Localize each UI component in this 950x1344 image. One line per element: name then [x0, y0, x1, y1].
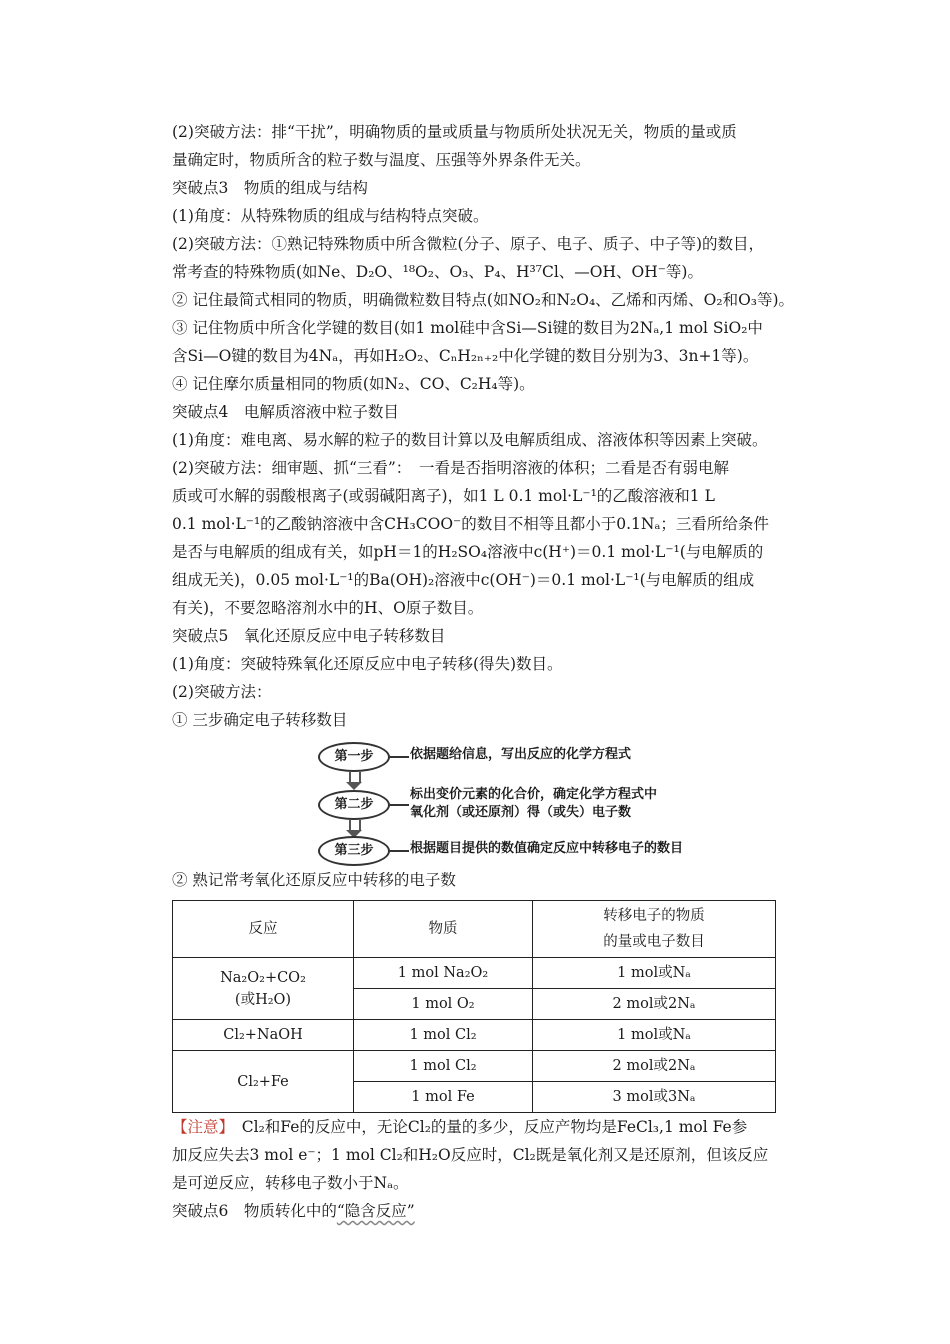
table-cell-substance: 1 mol Na₂O₂: [354, 958, 533, 989]
section3-point: ③ 记住物质中所含化学键的数目(如1 mol硅中含Si—Si键的数目为2Nₐ,1 mol SiO₂中: [172, 319, 763, 337]
section5-sub2: ② 熟记常考氧化还原反应中转移的电子数: [172, 871, 456, 889]
table-cell-transfer: 1 mol或Nₐ: [533, 1020, 776, 1051]
section3-method: 常考查的特殊物质(如Ne、D₂O、¹⁸O₂、O₃、P₄、H³⁷Cl、—OH、OH⁻等)。: [172, 263, 703, 281]
flow-step2-oval: 第二步: [318, 790, 390, 820]
table-cell-reaction: [173, 958, 354, 1020]
down-arrow-icon: [346, 782, 362, 790]
section4-method: 质或可水解的弱酸根离子(或弱碱阳离子)，如1 L 0.1 mol·L⁻¹的乙酸溶液和1 L: [172, 487, 715, 505]
section3-point: 含Si—O键的数目为4Nₐ，再如H₂O₂、CₙH₂ₙ₊₂中化学键的数目分别为3、3n+1等)。: [172, 347, 759, 365]
table-cell-reaction: Cl₂+NaOH: [173, 1020, 354, 1051]
section3-method: (2)突破方法：①熟记特殊物质中所含微粒(分子、原子、电子、质子、中子等)的数目，: [172, 235, 765, 253]
table-header-cell: 物质: [354, 901, 533, 958]
section6-title: [172, 1197, 812, 1225]
flow-step1-oval: 第一步: [318, 742, 390, 772]
section3-title: 突破点3 物质的组成与结构: [172, 179, 368, 197]
table-cell-substance: 1 mol Fe: [354, 1082, 533, 1113]
table-header-line: 转移电子的物质: [603, 908, 705, 924]
table-row: [173, 1020, 776, 1051]
section4-method: 组成无关)，0.05 mol·L⁻¹的Ba(OH)₂溶液中c(OH⁻)＝0.1 mol·L⁻¹(与电解质的组成: [172, 571, 755, 589]
note-tag: 【注意】: [172, 1118, 227, 1136]
section4-method: 是否与电解质的组成有关，如pH＝1的H₂SO₄溶液中c(H⁺)＝0.1 mol·L⁻¹(与电解质的: [172, 543, 764, 561]
flow-step3-oval: 第三步: [318, 836, 390, 866]
flow-connector: [389, 804, 409, 806]
table-header-line: 的量或电子数目: [603, 934, 705, 950]
flow-step2-text-line: 标出变价元素的化合价，确定化学方程式中: [410, 787, 658, 802]
note-line: [172, 1113, 812, 1141]
section3-point: ② 记住最简式相同的物质，明确微粒数目特点(如NO₂和N₂O₄、乙烯和丙烯、O₂和O₃等)。: [172, 291, 795, 309]
section4-method: 0.1 mol·L⁻¹的乙酸钠溶液中含CH₃COO⁻的数目不相等且都小于0.1Nₐ；三看所给条件: [172, 515, 769, 533]
note-text: Cl₂和Fe的反应中，无论Cl₂的量的多少，反应产物均是FeCl₃,1 mol Fe参: [226, 1118, 748, 1136]
section4-angle: (1)角度：难电离、易水解的粒子的数目计算以及电解质组成、溶液体积等因素上突破。: [172, 431, 768, 449]
section4-method: 有关)，不要忽略溶剂水中的H、O原子数目。: [172, 599, 484, 617]
document-page: [172, 118, 812, 1225]
reaction-line: (或H₂O): [234, 991, 292, 1008]
three-step-flowchart: [318, 740, 698, 866]
section5-title: 突破点5 氧化还原反应中电子转移数目: [172, 627, 446, 645]
table-cell-transfer: 3 mol或3Nₐ: [533, 1082, 776, 1113]
table-header-cell: [533, 901, 776, 958]
flow-connector: [389, 756, 409, 758]
section4-title: 突破点4 电解质溶液中粒子数目: [172, 403, 399, 421]
reaction-line: Na₂O₂+CO₂: [220, 969, 306, 986]
table-cell-substance: 1 mol O₂: [354, 989, 533, 1020]
table-cell-transfer: 2 mol或2Nₐ: [533, 1051, 776, 1082]
table-cell-substance: 1 mol Cl₂: [354, 1020, 533, 1051]
table-cell-transfer: 1 mol或Nₐ: [533, 958, 776, 989]
electron-transfer-table: [172, 900, 776, 1113]
flow-step1-text: 依据题给信息，写出反应的化学方程式: [410, 747, 632, 762]
note-line: 加反应失去3 mol e⁻；1 mol Cl₂和H₂O反应时，Cl₂既是氧化剂又是还原剂，但该反应: [172, 1146, 769, 1164]
section6-title-prefix: 突破点6 物质转化中的: [172, 1202, 337, 1220]
note-line: 是可逆反应，转移电子数小于Nₐ。: [172, 1174, 409, 1192]
section3-point: ④ 记住摩尔质量相同的物质(如N₂、CO、C₂H₄等)。: [172, 375, 535, 393]
down-arrow-icon: [349, 820, 361, 830]
table-header-cell: 反应: [173, 901, 354, 958]
section5-angle: (1)角度：突破特殊氧化还原反应中电子转移(得失)数目。: [172, 655, 563, 673]
section3-angle: (1)角度：从特殊物质的组成与结构特点突破。: [172, 207, 489, 225]
table-row: [173, 1051, 776, 1082]
intro-line: 量确定时，物质所含的粒子数与温度、压强等外界条件无关。: [172, 151, 591, 169]
section4-method: (2)突破方法：细审题、抓“三看”： 一看是否指明溶液的体积；二看是否有弱电解: [172, 459, 730, 477]
table-header-row: [173, 901, 776, 958]
section6-title-emph: “隐含反应”: [336, 1202, 415, 1220]
table-row: [173, 958, 776, 989]
table-cell-substance: 1 mol Cl₂: [354, 1051, 533, 1082]
section5-method: (2)突破方法：: [172, 683, 272, 701]
flow-step2-text-line: 氧化剂（或还原剂）得（或失）电子数: [410, 805, 632, 820]
section5-sub1: ① 三步确定电子转移数目: [172, 711, 348, 729]
intro-line: (2)突破方法：排“干扰”，明确物质的量或质量与物质所处状况无关，物质的量或质: [172, 123, 737, 141]
down-arrow-icon: [349, 772, 361, 782]
flow-step3-text: 根据题目提供的数值确定反应中转移电子的数目: [410, 841, 684, 856]
table-cell-reaction: Cl₂+Fe: [173, 1051, 354, 1113]
table-cell-transfer: 2 mol或2Nₐ: [533, 989, 776, 1020]
flow-step2-text: [410, 786, 657, 822]
flow-connector: [389, 850, 409, 852]
